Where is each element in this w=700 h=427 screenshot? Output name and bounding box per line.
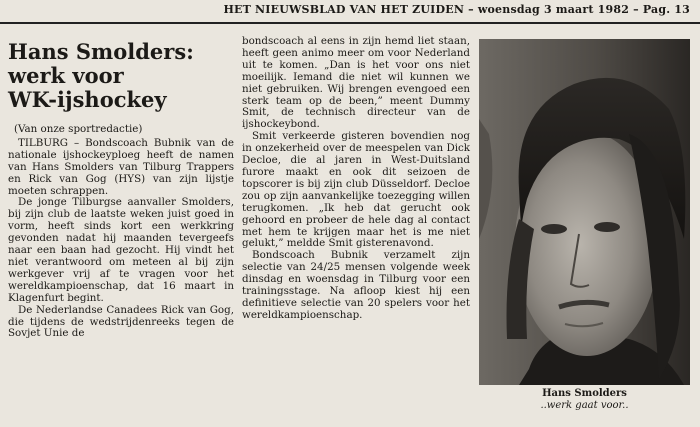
paragraph: TILBURG – Bondscoach Bubnik van de nationale ijshockeyploeg heeft de namen van Hans Smolders van Tilburg Trappers en Rick van Gog (HYS) van zijn lijstje moeten schrappen. <box>8 136 234 197</box>
paragraph: bondscoach al eens in zijn hemd liet staan, heeft geen animo meer om voor Nederland uit te komen. „Dan is het voor ons niet moeilijk. Iemand die niet wil kunnen we niet gebruiken. Wij brengen evengoed een sterk team op de been,” meent Dummy Smit, de technisch directeur van de ijshockeybond. <box>242 35 470 131</box>
article-column-1 <box>8 40 234 340</box>
headline-line: werk voor <box>8 63 124 88</box>
headline-line: WK-ijshockey <box>8 87 167 112</box>
caption-name: Hans Smolders <box>542 388 627 399</box>
newspaper-header <box>0 0 700 24</box>
paragraph: Smit verkeerde gisteren bovendien nog in onzekerheid over de meespelen van Dick Decloe, die al jaren in West-Duitsland furore maakt en ook dit seizoen de topscorer is bij zijn club Düsseldorf. Decloe zou op zijn aanvankelijke toezegging willen terugkomen. „Ik heb dat gerucht ook gehoord en probeer de hele dag al contact met hem te krijgen maar het is me niet gelukt,” meldde Smit gisterenavond. <box>242 130 470 250</box>
headline-line: Hans Smolders: <box>8 39 194 64</box>
paragraph: De Nederlandse Canadees Rick van Gog, die tijdens de wedstrijdenreeks tegen de Sovjet Unie de <box>8 303 234 340</box>
portrait-photo <box>479 39 690 385</box>
header-text: HET NIEUWSBLAD VAN HET ZUIDEN – woensdag 3 maart 1982 – Pag. 13 <box>223 3 690 16</box>
caption-subtitle: ..werk gaat voor.. <box>540 400 629 411</box>
headline <box>8 40 234 112</box>
byline: (Van onze sportredactie) <box>14 123 143 135</box>
paragraph: Bondscoach Bubnik verzamelt zijn selectie van 24/25 mensen volgende week dinsdag en woensdag in Tilburg voor een trainingsstage. Na afloop kiest hij een definitieve selectie van 20 spelers voor het wereldkampioenschap. <box>242 249 470 321</box>
photo-caption <box>479 388 690 412</box>
paragraph: De jonge Tilburgse aanvaller Smolders, bij zijn club de laatste weken juist goed in vorm, heeft sinds kort een werkkring gevonden nadat hij maanden tevergeefs naar een baan had gezocht. Hij vindt het niet verantwoord om meteen al bij zijn werkgever vrij af te vragen voor het wereldkampioenschap, dat 16 maart in Klagenfurt begint. <box>8 196 234 304</box>
article-column-2 <box>242 36 470 322</box>
